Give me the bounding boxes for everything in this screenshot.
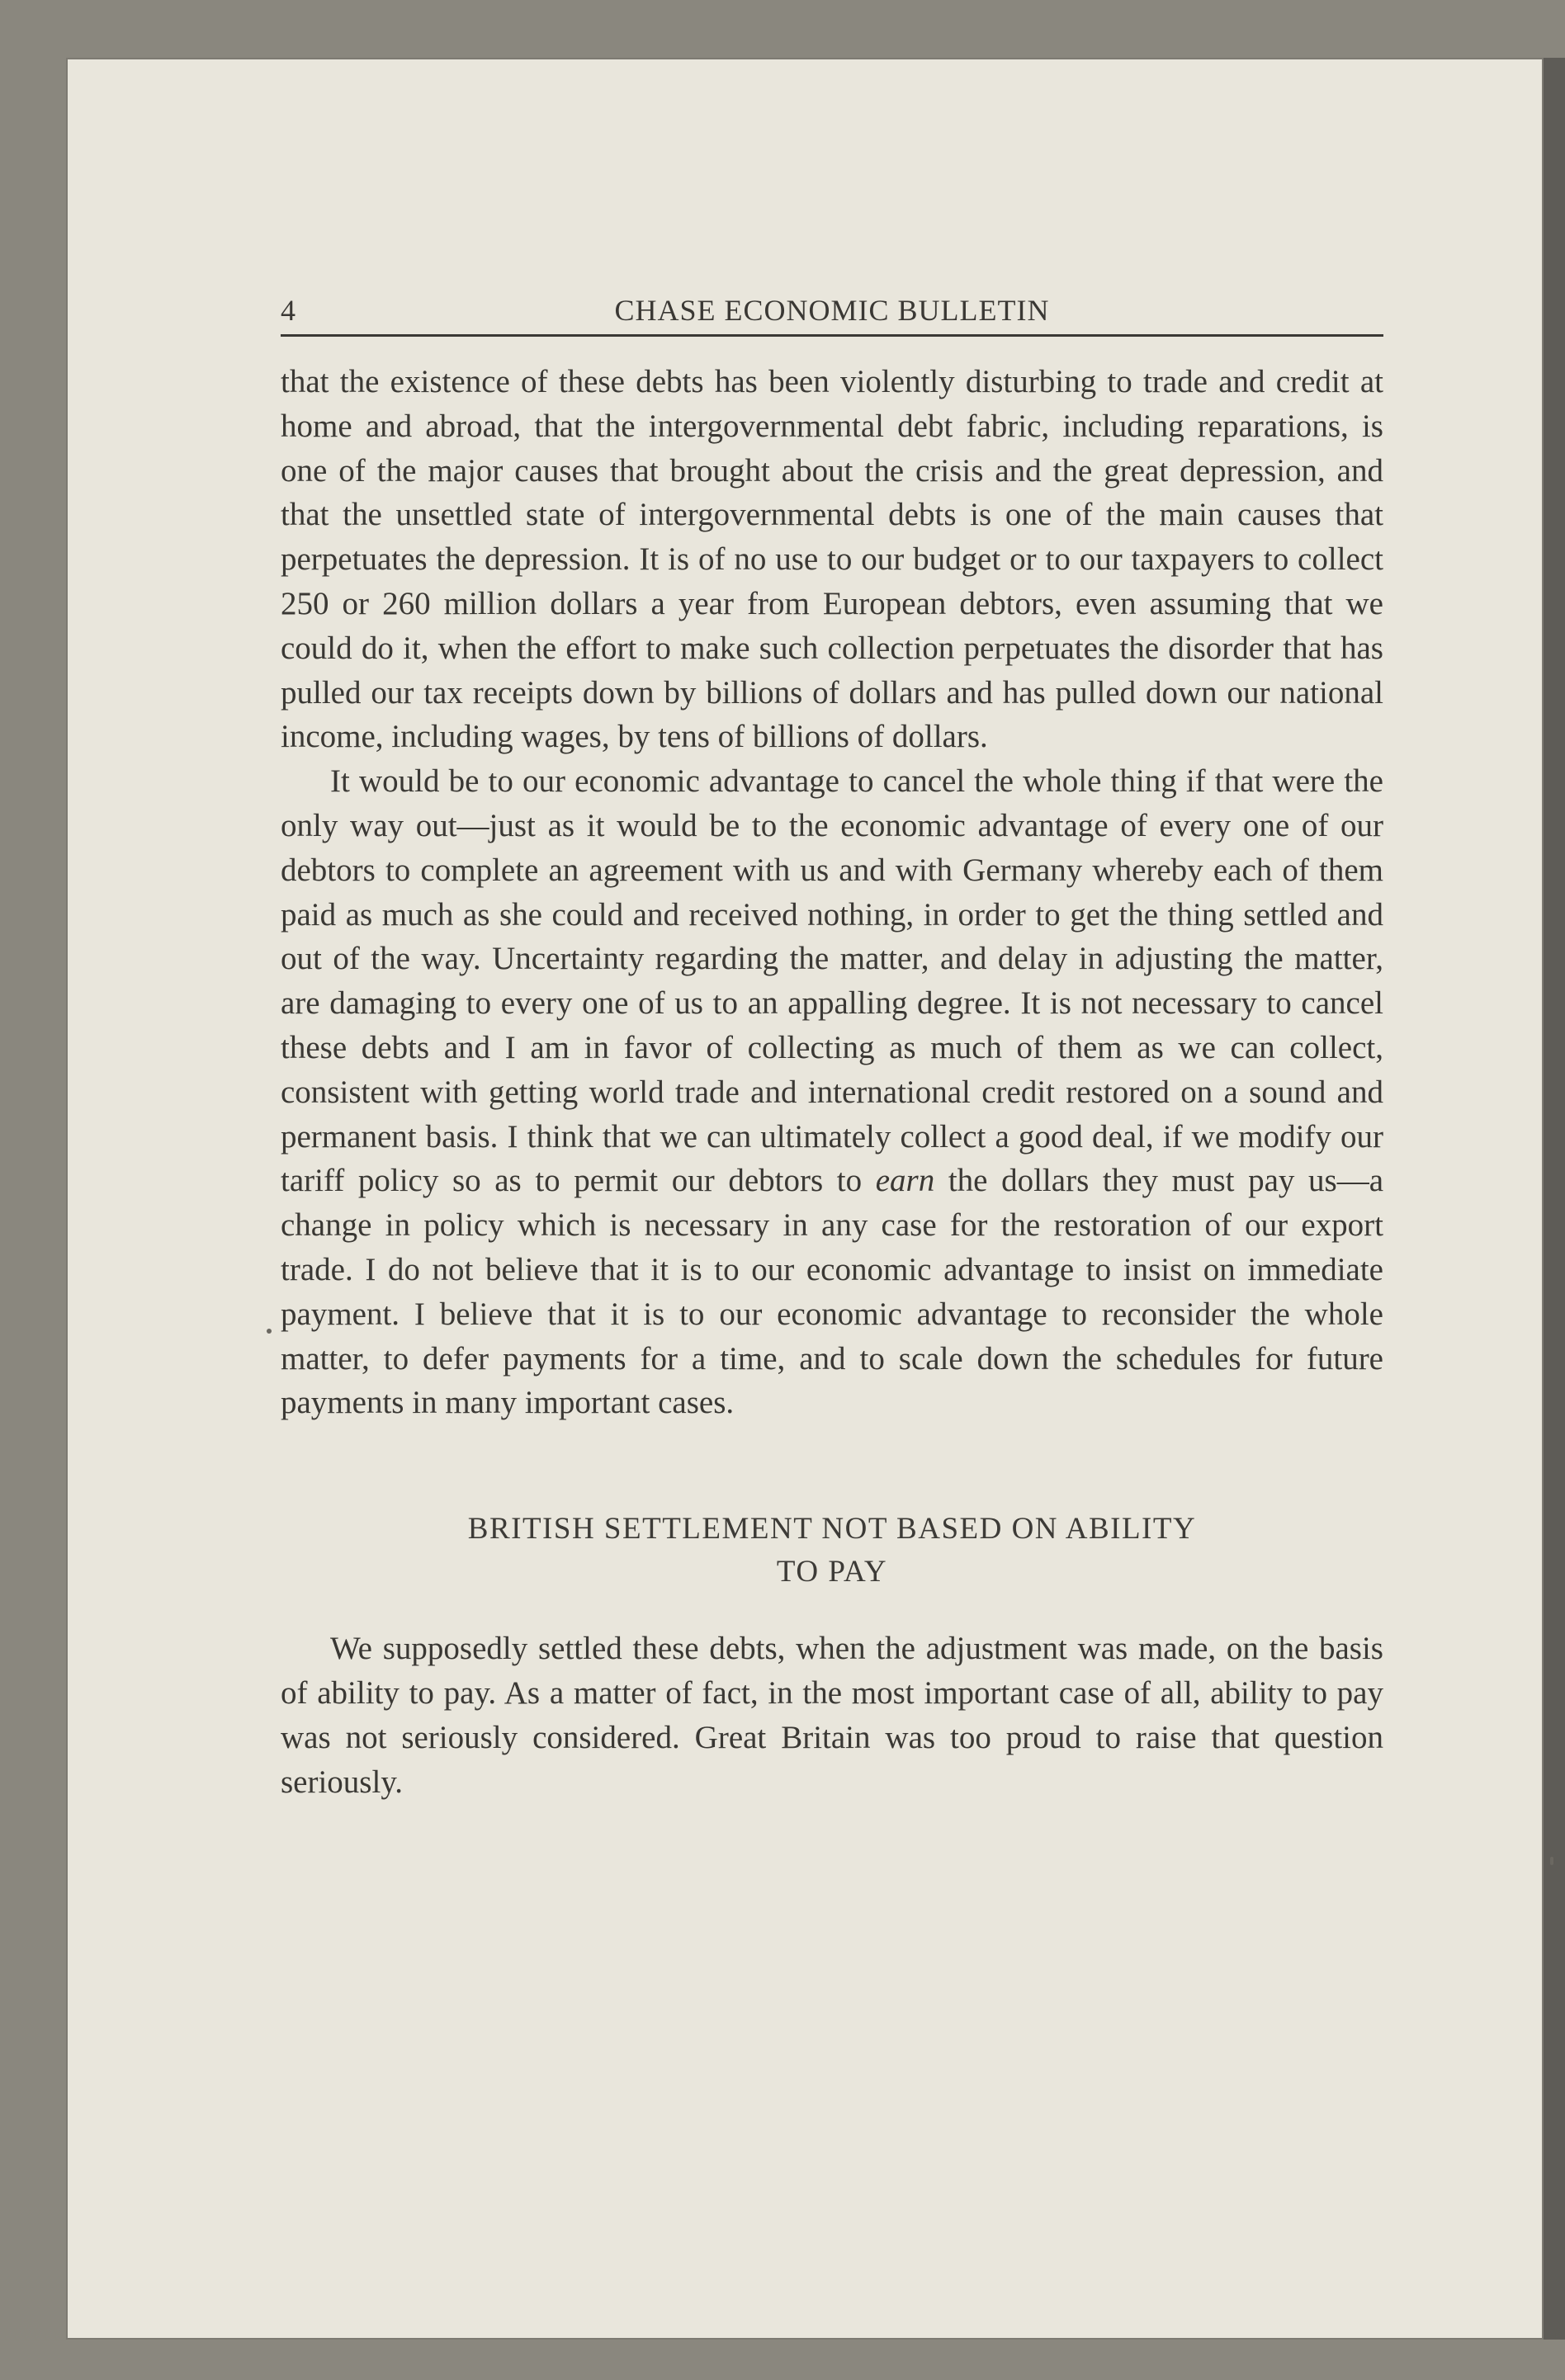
page-header xyxy=(281,293,1383,337)
page-number: 4 xyxy=(281,294,296,327)
stray-mark xyxy=(1550,1857,1553,1865)
paragraph-1: that the existence of these debts has been violently disturbing to trade and credit at home and abroad, that the intergovernmental debt fabric, including reparations, is one of the major causes that brought about the crisis and the great depression, and that the unsettled state of intergovernmental debts is one of the main causes that perpetuates the depression. It is of no use to our budget or to our taxpayers to collect 250 or 260 million dollars a year from European debtors, even assuming that we could do it, when the effort to make such collection perpetuates the disorder that has pulled our tax receipts down by billions of dollars and has pulled down our national income, including wages, by tens of billions of dollars. xyxy=(281,364,1383,755)
paragraph-2-text-b: the dollars they must pay us—a change in policy which is necessary in any case for the restoration of our export trade. I do not believe that it is to our economic advantage to insist on immediate payment. I believe that it is to our economic advantage to reconsider the whole matter, to defer payments for a time, and to scale down the schedules for future payments in many important cases. xyxy=(281,1163,1384,1421)
paragraph-3: We supposedly settled these debts, when the adjustment was made, on the basis of ability to pay. As a matter of fact, in the most important case of all, ability to pay was not seriously considered. Great Britain was too proud to raise that question seriously. xyxy=(281,1631,1383,1800)
running-head: CHASE ECONOMIC BULLETIN xyxy=(614,294,1050,327)
article-body xyxy=(281,293,1383,1804)
stray-mark xyxy=(267,1329,272,1334)
section-heading-line-2: TO PAY xyxy=(776,1555,888,1589)
section-heading-line-1: BRITISH SETTLEMENT NOT BASED ON ABILITY xyxy=(467,1512,1197,1547)
paragraph-2 xyxy=(281,759,1383,1425)
emphasis-earn: earn xyxy=(875,1163,935,1199)
paragraph-2-text-a: It would be to our economic advantage to cancel the whole thing if that were the only way out—just as it would be to the economic advantage of every one of our debtors to complete an agreement with us and with Germany whereby each of them paid as much as she could and received nothing, in order to get the thing settled and out of the way. Uncertainty regarding the matter, and delay in adjusting the matter, are damaging to every one of us to an appalling degree. It is not necessary to cancel these debts and I am in favor of collecting as much of them as we can collect, consistent with getting world trade and international credit restored on a sound and permanent basis. I think that we can ultimately collect a good deal, if we modify our tariff policy so as to permit our debtors to xyxy=(281,763,1383,1199)
page-edge xyxy=(1544,58,1565,2340)
section-heading xyxy=(281,1508,1383,1594)
